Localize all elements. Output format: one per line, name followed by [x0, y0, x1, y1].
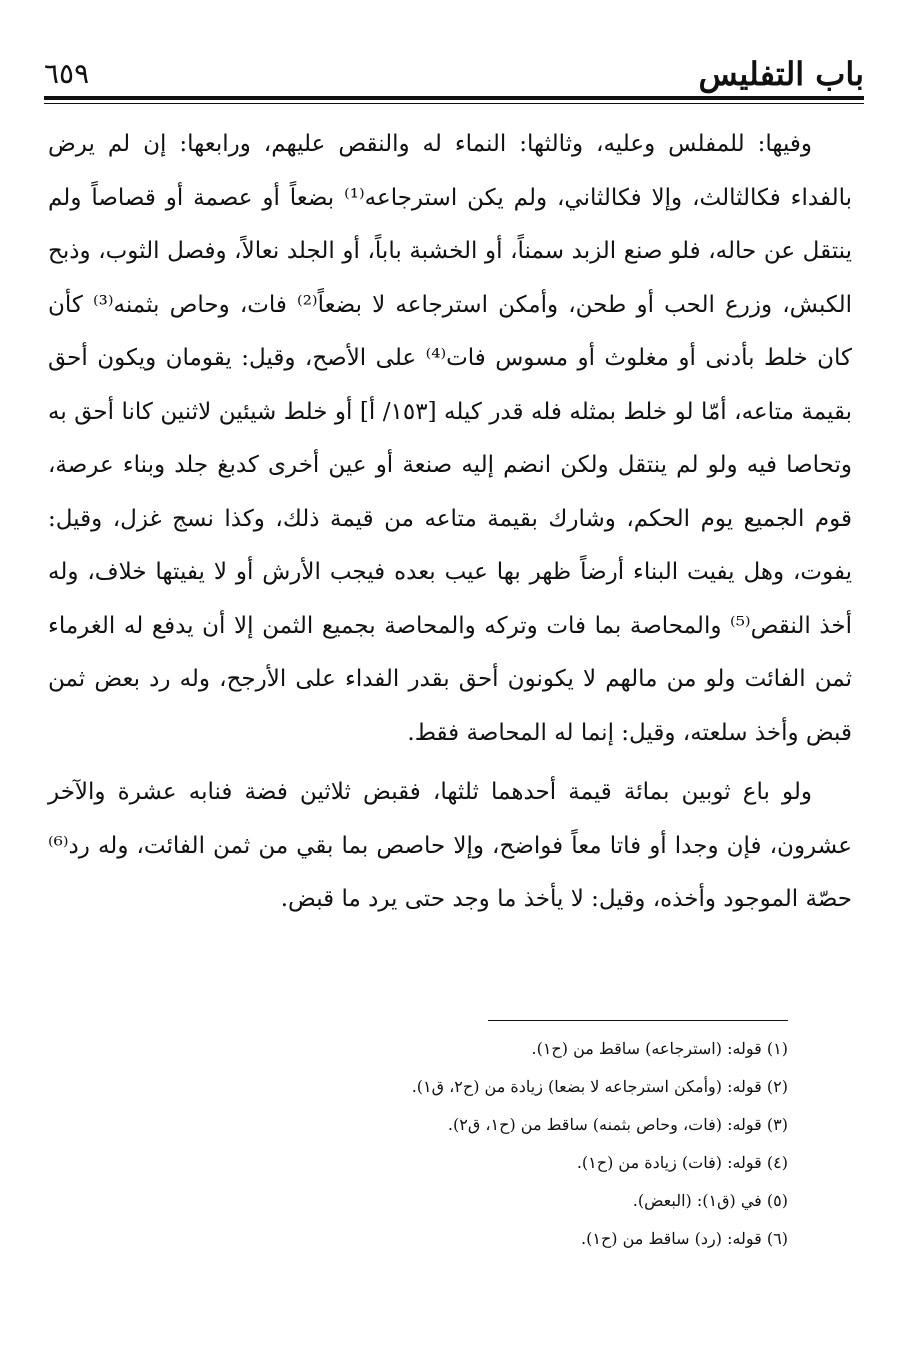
footnote-separator [488, 1020, 788, 1021]
footnotes [44, 1030, 788, 1258]
paragraph: ولو باع ثوبين بمائة قيمة أحدهما ثلثها، فقبض ثلاثين فضة فنابه عشرة والآخر عشرون، فإن وجدا أو فاتا معاً فواضح، وإلا حاصص بما بقي من ثمن الفائت، وله رد⁽⁶⁾ حصّة الموجود وأخذه، وقيل: لا يأخذ ما وجد حتى يرد ما قبض. [48, 779, 852, 912]
footnote: (٢) قوله: (وأمكن استرجاعه لا بضعا) زيادة من (ح٢، ق١). [411, 1077, 788, 1096]
footnote: (٣) قوله: (فات، وحاص بثمنه) ساقط من (ح١، ق٢). [447, 1115, 788, 1134]
footnote: (٥) في (ق١): (البعض). [632, 1191, 788, 1210]
page-number: ٦٥٩ [44, 57, 90, 90]
page-header [44, 44, 864, 94]
chapter-title: باب التفليس [698, 55, 864, 93]
footnote: (١) قوله: (استرجاعه) ساقط من (ح١). [531, 1039, 788, 1058]
header-rule-thick [44, 96, 864, 100]
footnote: (٤) قوله: (فات) زيادة من (ح١). [576, 1153, 788, 1172]
paragraph: وفيها: للمفلس وعليه، وثالثها: النماء له والنقص عليهم، ورابعها: إن لم يرض بالفداء فكالثالث، وإلا فكالثاني، ولم يكن استرجاعه⁽¹⁾ بضعاً أو عصمة أو قصاصاً ولم ينتقل عن حاله، فلو صنع الزبد سمناً، أو الخشبة باباً، أو الجلد نعالاً، وفصل الثوب، وذبح الكبش، وزرع الحب أو طحن، وأمكن استرجاعه لا بضعاً⁽²⁾ فات، وحاص بثمنه⁽³⁾ كأن كان خلط بأدنى أو مغلوث أو مسوس فات⁽⁴⁾ على الأصح، وقيل: يقومان ويكون أحق بقيمة متاعه، أمّا لو خلط بمثله فله قدر كيله [١٥٣/ أ] أو خلط شيئين لاثنين كانا أحق به وتحاصا فيه ولو لم ينتقل ولكن انضم إليه صنعة أو عين أخرى كدبغ جلد وبناء عرصة، قوم الجميع يوم الحكم، وشارك بقيمة متاعه من قيمة ذلك، وكذا نسج غزل، وقيل: يفوت، وهل يفيت البناء أرضاً ظهر بها عيب بعده فيجب الأرش أو لا يفيتها خلاف، وله أخذ النقص⁽⁵⁾ والمحاصة بما فات وتركه والمحاصة بجميع الثمن إلا أن يدفع له الغرماء ثمن الفائت ولو من مالهم لا يكونون أحق بقدر الفداء على الأرجح، وله رد بعض ثمن قبض وأخذ سلعته، وقيل: إنما له المحاصة فقط. [48, 131, 853, 746]
header-rule-thin [44, 103, 864, 104]
footnote: (٦) قوله: (رد) ساقط من (ح١). [581, 1229, 788, 1248]
main-text [48, 118, 852, 927]
